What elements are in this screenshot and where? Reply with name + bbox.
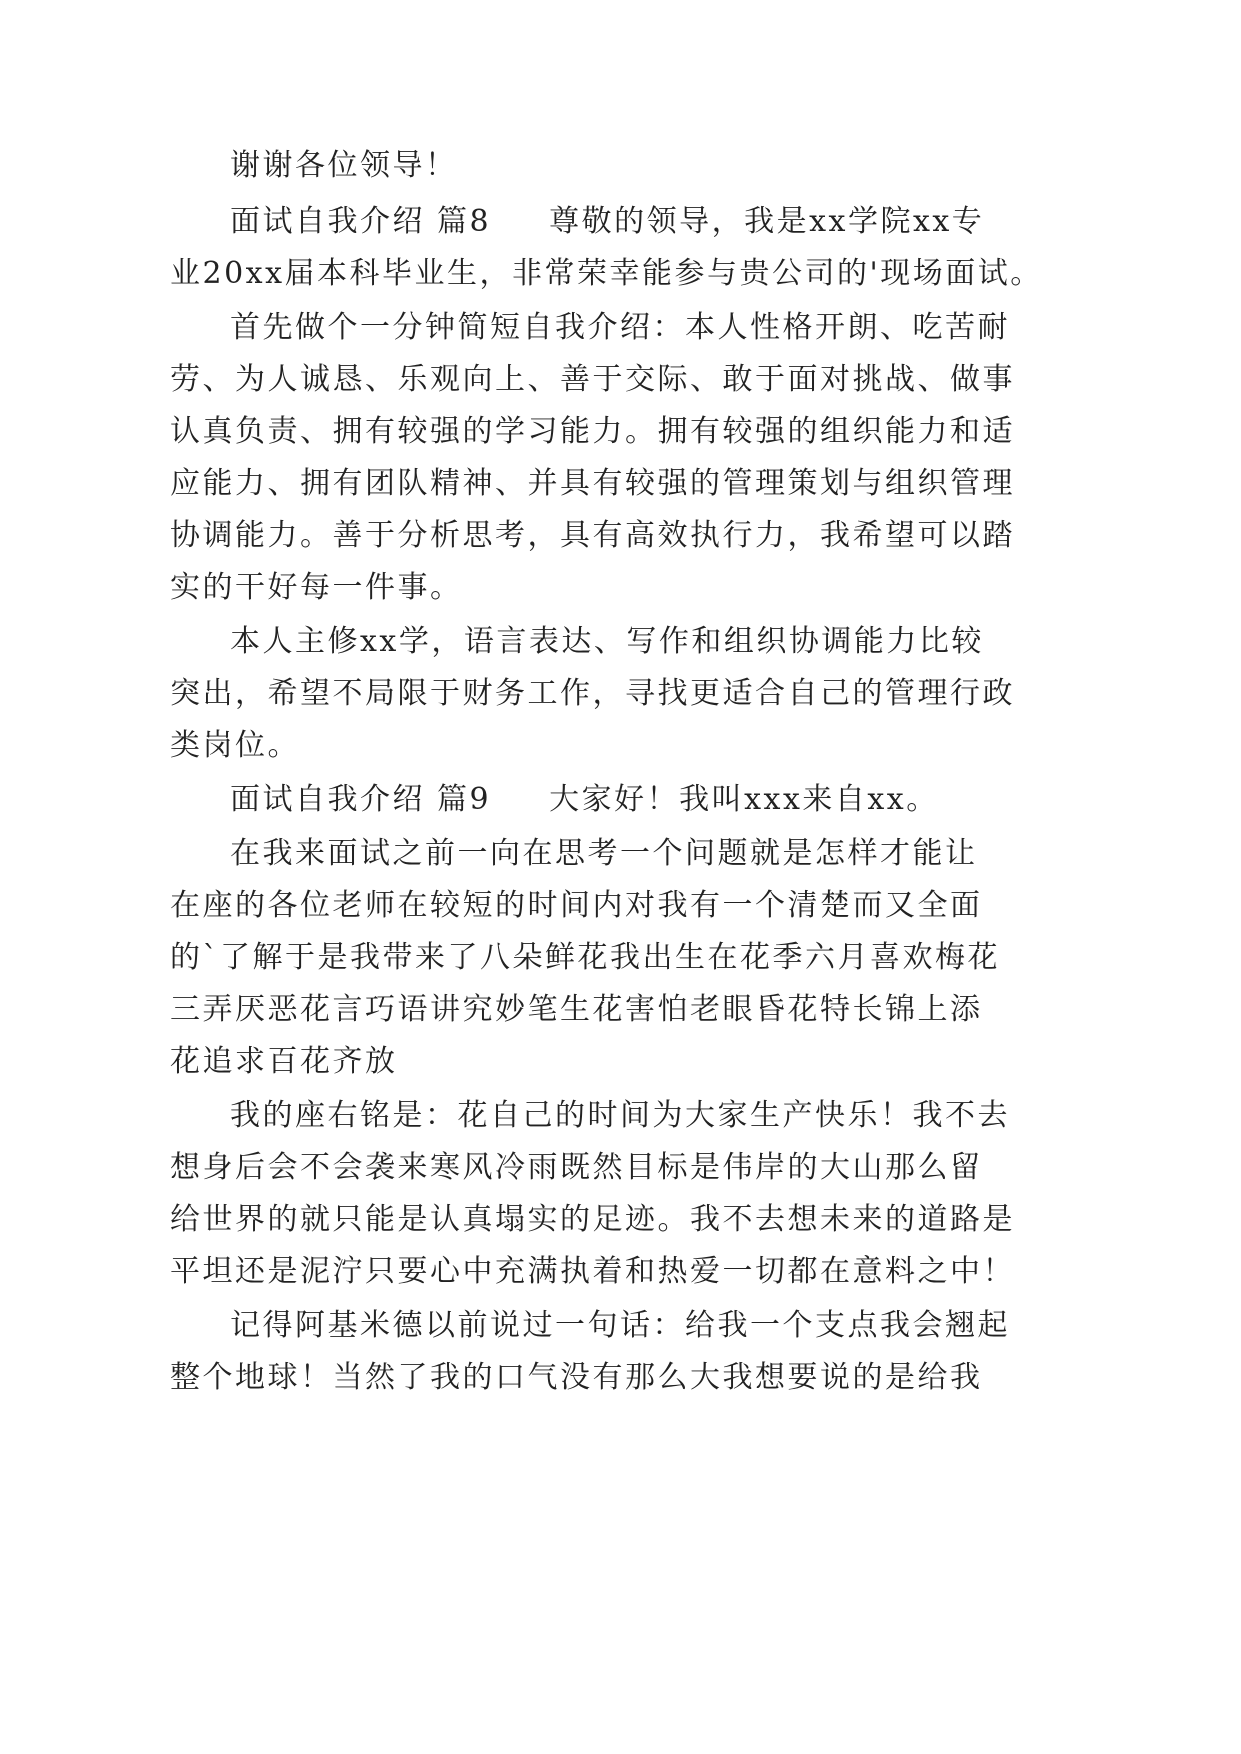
paragraph-first-line xyxy=(230,622,984,662)
line-text: 类岗位。 xyxy=(170,728,300,763)
text-line xyxy=(170,1200,1015,1240)
text-line xyxy=(170,1148,983,1188)
paragraph-first-line xyxy=(230,1096,1010,1136)
text-line xyxy=(170,412,1015,452)
line-text: 花追求百花齐放 xyxy=(170,1044,398,1079)
heading-text: 面试自我介绍 篇8 xyxy=(230,204,492,239)
line-text: 在我来面试之前一向在思考一个问题就是怎样才能让 xyxy=(230,836,978,871)
line-text: 实的干好每一件事。 xyxy=(170,570,463,605)
text-line xyxy=(170,254,1043,294)
line-text: 三弄厌恶花言巧语讲究妙笔生花害怕老眼昏花特长锦上添 xyxy=(170,992,983,1027)
line-text: 业20xx届本科毕业生，非常荣幸能参与贵公司的'现场面试。 xyxy=(170,256,1043,291)
text-line-closing xyxy=(230,146,458,186)
paragraph-first-line xyxy=(230,1306,1010,1346)
line-text: 大家好！我叫xxx来自xx。 xyxy=(549,782,939,817)
text-line xyxy=(170,516,1015,556)
line-text: 的`了解于是我带来了八朵鲜花我出生在花季六月喜欢梅花 xyxy=(170,940,1000,975)
line-text: 在座的各位老师在较短的时间内对我有一个清楚而又全面 xyxy=(170,888,983,923)
line-text: 协调能力。善于分析思考，具有高效执行力，我希望可以踏 xyxy=(170,518,1015,553)
text-line xyxy=(170,360,1015,400)
line-text: 想身后会不会袭来寒风冷雨既然目标是伟岸的大山那么留 xyxy=(170,1150,983,1185)
line-text: 劳、为人诚恳、乐观向上、善于交际、敢于面对挑战、做事 xyxy=(170,362,1015,397)
text-line xyxy=(170,1358,983,1398)
text-line xyxy=(170,568,463,608)
line-text: 平坦还是泥泞只要心中充满执着和热爱一切都在意料之中！ xyxy=(170,1254,1015,1289)
text-line xyxy=(170,726,300,766)
line-text: 突出，希望不局限于财务工作，寻找更适合自己的管理行政 xyxy=(170,676,1015,711)
line-text: 尊敬的领导，我是xx学院xx专 xyxy=(549,204,985,239)
line-text: 谢谢各位领导！ xyxy=(230,148,458,183)
line-text: 本人主修xx学，语言表达、写作和组织协调能力比较 xyxy=(230,624,984,659)
text-line xyxy=(170,990,983,1030)
line-text: 给世界的就只能是认真塌实的足迹。我不去想未来的道路是 xyxy=(170,1202,1015,1237)
text-line xyxy=(170,1042,398,1082)
line-text: 我的座右铭是：花自己的时间为大家生产快乐！我不去 xyxy=(230,1098,1010,1133)
text-line xyxy=(170,464,1015,504)
heading-text: 面试自我介绍 篇9 xyxy=(230,782,492,817)
paragraph-first-line xyxy=(230,834,978,874)
line-text: 整个地球！当然了我的口气没有那么大我想要说的是给我 xyxy=(170,1360,983,1395)
line-text: 认真负责、拥有较强的学习能力。拥有较强的组织能力和适 xyxy=(170,414,1015,449)
line-text: 首先做个一分钟简短自我介绍：本人性格开朗、吃苦耐 xyxy=(230,310,1010,345)
text-line xyxy=(170,674,1015,714)
text-line xyxy=(170,938,1000,978)
section-heading-9 xyxy=(230,780,939,820)
paragraph-first-line xyxy=(230,308,1010,348)
line-text: 应能力、拥有团队精神、并具有较强的管理策划与组织管理 xyxy=(170,466,1015,501)
section-heading-8 xyxy=(230,202,984,242)
text-line xyxy=(170,886,983,926)
line-text: 记得阿基米德以前说过一句话：给我一个支点我会翘起 xyxy=(230,1308,1010,1343)
text-line xyxy=(170,1252,1015,1292)
